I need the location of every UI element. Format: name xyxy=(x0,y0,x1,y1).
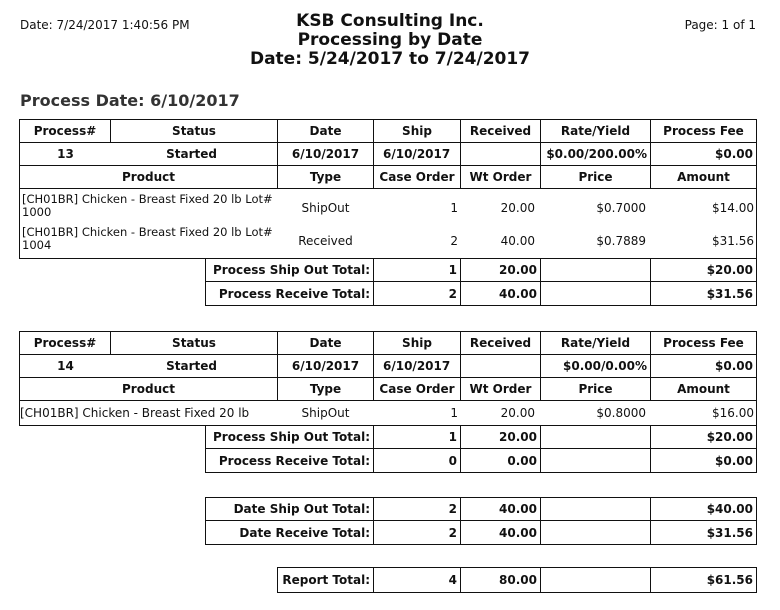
col-header-price: Price xyxy=(540,377,651,401)
process-receive-total-amount: $31.56 xyxy=(650,281,757,306)
line-product: [CH01BR] Chicken - Breast Fixed 20 lb xyxy=(20,406,250,420)
line-wt-order: 20.00 xyxy=(500,406,535,420)
line-price: $0.8000 xyxy=(596,406,646,420)
report-total-weight: 80.00 xyxy=(460,567,541,593)
process-fee: $0.00 xyxy=(650,354,757,378)
process-ship-out-total-weight: 20.00 xyxy=(460,258,541,282)
process-received-date xyxy=(460,142,541,166)
line-wt-order: 40.00 xyxy=(500,234,535,248)
process-ship-out-total-amount: $20.00 xyxy=(650,425,757,449)
col-header-type: Type xyxy=(277,165,374,189)
empty-cell xyxy=(540,567,651,593)
line-case-order: 1 xyxy=(450,201,458,215)
col-header-ship: Ship xyxy=(373,331,461,355)
col-header-rate-yield: Rate/Yield xyxy=(540,119,651,143)
col-header-amount: Amount xyxy=(650,165,757,189)
process-ship-date: 6/10/2017 xyxy=(373,142,461,166)
process-receive-total-weight: 0.00 xyxy=(460,448,541,473)
line-amount: $14.00 xyxy=(712,201,754,215)
process-rate-yield: $0.00/200.00% xyxy=(540,142,651,166)
report-total-cases: 4 xyxy=(373,567,461,593)
col-header-case-order: Case Order xyxy=(373,377,461,401)
process-ship-out-total-cases: 1 xyxy=(373,425,461,449)
date-ship-out-total-weight: 40.00 xyxy=(460,497,541,521)
empty-cell xyxy=(540,448,651,473)
report-title-block xyxy=(0,12,780,69)
empty-cell xyxy=(540,281,651,306)
col-header-received: Received xyxy=(460,331,541,355)
process-rate-yield: $0.00/0.00% xyxy=(540,354,651,378)
print-date: Date: 7/24/2017 1:40:56 PM xyxy=(20,18,190,32)
line-amount: $16.00 xyxy=(712,406,754,420)
process-status: Started xyxy=(110,142,278,166)
col-header-product: Product xyxy=(19,377,278,401)
process-fee: $0.00 xyxy=(650,142,757,166)
report-total-label: Report Total: xyxy=(277,567,374,593)
col-header-price: Price xyxy=(540,165,651,189)
col-header-status: Status xyxy=(110,119,278,143)
empty-cell xyxy=(540,520,651,545)
process-number: 13 xyxy=(19,142,111,166)
col-header-case-order: Case Order xyxy=(373,165,461,189)
col-header-date: Date xyxy=(277,331,374,355)
company-name: KSB Consulting Inc. xyxy=(296,11,484,31)
date-receive-total-amount: $31.56 xyxy=(650,520,757,545)
page-number: Page: 1 of 1 xyxy=(684,18,756,32)
line-type: ShipOut xyxy=(301,201,350,215)
line-amount: $31.56 xyxy=(712,234,754,248)
col-header-process: Process# xyxy=(19,331,111,355)
col-header-type: Type xyxy=(277,377,374,401)
process-number: 14 xyxy=(19,354,111,378)
process-receive-total-label: Process Receive Total: xyxy=(205,448,374,473)
empty-cell xyxy=(540,497,651,521)
empty-cell xyxy=(540,258,651,282)
process-ship-date: 6/10/2017 xyxy=(373,354,461,378)
date-ship-out-total-label: Date Ship Out Total: xyxy=(205,497,374,521)
date-receive-total-weight: 40.00 xyxy=(460,520,541,545)
process-received-date xyxy=(460,354,541,378)
col-header-ship: Ship xyxy=(373,119,461,143)
process-status: Started xyxy=(110,354,278,378)
date-receive-total-cases: 2 xyxy=(373,520,461,545)
process-ship-out-total-label: Process Ship Out Total: xyxy=(205,425,374,449)
process-ship-out-total-label: Process Ship Out Total: xyxy=(205,258,374,282)
process-ship-out-total-weight: 20.00 xyxy=(460,425,541,449)
line-type: ShipOut xyxy=(301,406,350,420)
col-header-rate-yield: Rate/Yield xyxy=(540,331,651,355)
date-ship-out-total-amount: $40.00 xyxy=(650,497,757,521)
date-ship-out-total-cases: 2 xyxy=(373,497,461,521)
process-receive-total-cases: 2 xyxy=(373,281,461,306)
col-header-wt-order: Wt Order xyxy=(460,377,541,401)
process-receive-total-cases: 0 xyxy=(373,448,461,473)
date-receive-total-label: Date Receive Total: xyxy=(205,520,374,545)
empty-cell xyxy=(540,425,651,449)
col-header-status: Status xyxy=(110,331,278,355)
col-header-date: Date xyxy=(277,119,374,143)
process-receive-total-label: Process Receive Total: xyxy=(205,281,374,306)
col-header-process-fee: Process Fee xyxy=(650,331,757,355)
process-receive-total-amount: $0.00 xyxy=(650,448,757,473)
col-header-wt-order: Wt Order xyxy=(460,165,541,189)
col-header-process-fee: Process Fee xyxy=(650,119,757,143)
report-name: Processing by Date xyxy=(297,30,483,50)
line-wt-order: 20.00 xyxy=(500,201,535,215)
line-price: $0.7000 xyxy=(596,201,646,215)
line-price: $0.7889 xyxy=(596,234,646,248)
col-header-received: Received xyxy=(460,119,541,143)
process-date: 6/10/2017 xyxy=(277,354,374,378)
line-product: [CH01BR] Chicken - Breast Fixed 20 lb Lot# 1004 xyxy=(22,225,273,252)
process-ship-out-total-cases: 1 xyxy=(373,258,461,282)
line-case-order: 2 xyxy=(450,234,458,248)
process-receive-total-weight: 40.00 xyxy=(460,281,541,306)
process-date: 6/10/2017 xyxy=(277,142,374,166)
col-header-amount: Amount xyxy=(650,377,757,401)
date-range: Date: 5/24/2017 to 7/24/2017 xyxy=(249,49,531,69)
process-ship-out-total-amount: $20.00 xyxy=(650,258,757,282)
line-product: [CH01BR] Chicken - Breast Fixed 20 lb Lot# 1000 xyxy=(22,192,273,219)
report-total-amount: $61.56 xyxy=(650,567,757,593)
line-case-order: 1 xyxy=(450,406,458,420)
col-header-process: Process# xyxy=(19,119,111,143)
line-type: Received xyxy=(298,234,353,248)
process-date-heading: Process Date: 6/10/2017 xyxy=(20,91,240,110)
col-header-product: Product xyxy=(19,165,278,189)
